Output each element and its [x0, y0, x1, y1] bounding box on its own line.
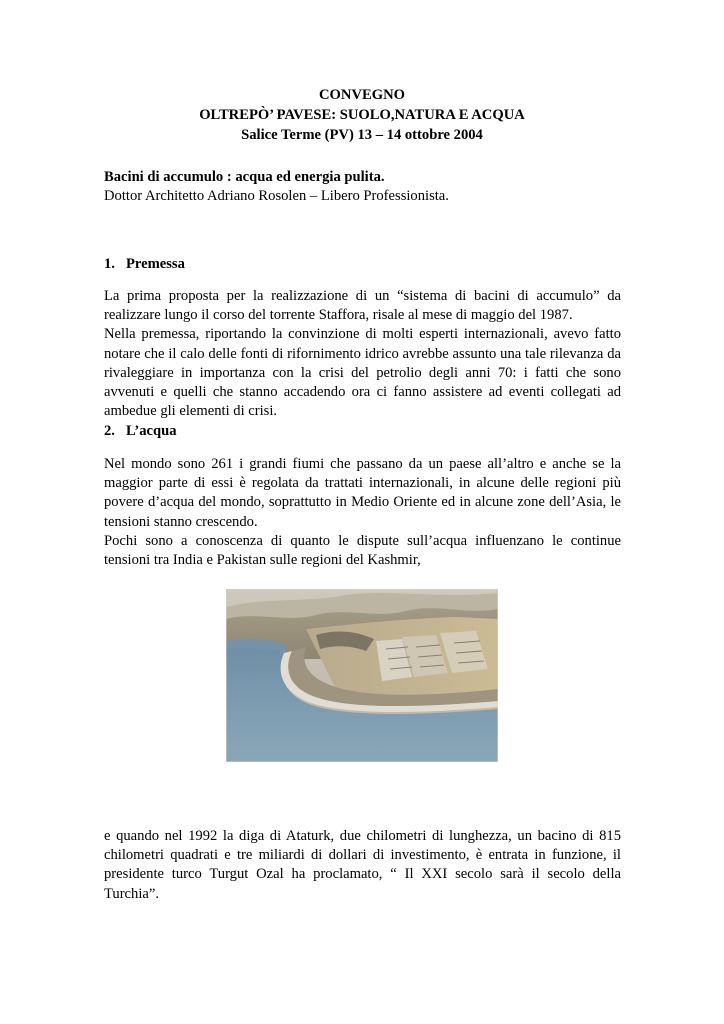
text-line: rivaleggiare in importanza con la crisi del petrolio degli anni 70: i fatti che sono	[104, 364, 621, 381]
text-line: maggior parte di essi è regolata da trattati internazionali, in alcune delle regioni più	[104, 475, 621, 492]
text-line: chilometri quadrati e tre miliardi di dollari di investimento, è entrata in funzione, il	[104, 847, 621, 864]
closing-paragraph	[104, 827, 621, 904]
text-line: tensioni stanno crescendo.	[104, 513, 258, 530]
conference-date-location: Salice Terme (PV) 13 – 14 ottobre 2004	[241, 127, 483, 143]
text-line: avvenuti e quelli che stanno accadendo ora ci fanno assistere ad eventi collegati ad	[104, 384, 621, 401]
text-line: Nel mondo sono 261 i grandi fiumi che passano da un paese all’altro e anche se la	[104, 456, 621, 472]
text-line: Pochi sono a conoscenza di quanto le dispute sull’acqua influenzano le continue	[104, 532, 621, 549]
dam-photo	[226, 589, 498, 762]
section-number: 1.	[104, 256, 115, 272]
section-body-acqua	[104, 455, 621, 570]
text-line: Nella premessa, riportando la convinzione di molti esperti internazionali, avevo fatto	[104, 326, 621, 343]
text-line: e quando nel 1992 la diga di Ataturk, due chilometri di lunghezza, un bacino di 815	[104, 828, 621, 844]
text-line: notare che il calo delle fonti di rifornimento idrico avrebbe assunto una tale rilevanza da	[104, 345, 621, 362]
text-line: presidente turco Turgut Ozal ha proclamato, “ Il XXI secolo sarà il secolo della	[104, 866, 621, 883]
section-heading-premessa	[104, 254, 185, 274]
text-line: povere d’acqua del mondo, soprattutto in Medio Oriente ed in alcune zone dell’Asia, le	[104, 494, 621, 511]
talk-author: Dottor Architetto Adriano Rosolen – Libero Professionista.	[104, 188, 449, 204]
conference-subtitle: OLTREPÒ’ PAVESE: SUOLO,NATURA E ACQUA	[199, 107, 525, 123]
conference-title: CONVEGNO	[319, 87, 405, 103]
talk-info	[104, 168, 621, 206]
section-number: 2.	[104, 423, 115, 439]
section-title: L’acqua	[126, 423, 177, 439]
section-title: Premessa	[126, 256, 185, 272]
section-body-premessa	[104, 287, 621, 421]
text-line: tensioni tra India e Pakistan sulle regioni del Kashmir,	[104, 552, 421, 569]
text-line: La prima proposta per la realizzazione di un “sistema di bacini di accumulo” da	[104, 288, 621, 304]
talk-title: Bacini di accumulo : acqua ed energia pulita.	[104, 169, 385, 185]
text-line: Turchia”.	[104, 885, 159, 902]
conference-header	[0, 85, 724, 145]
section-heading-acqua	[104, 421, 177, 441]
text-line: realizzare lungo il corso del torrente Staffora, risale al mese di maggio del 1987.	[104, 307, 573, 324]
text-line: ambedue gli elementi di crisi.	[104, 403, 278, 420]
